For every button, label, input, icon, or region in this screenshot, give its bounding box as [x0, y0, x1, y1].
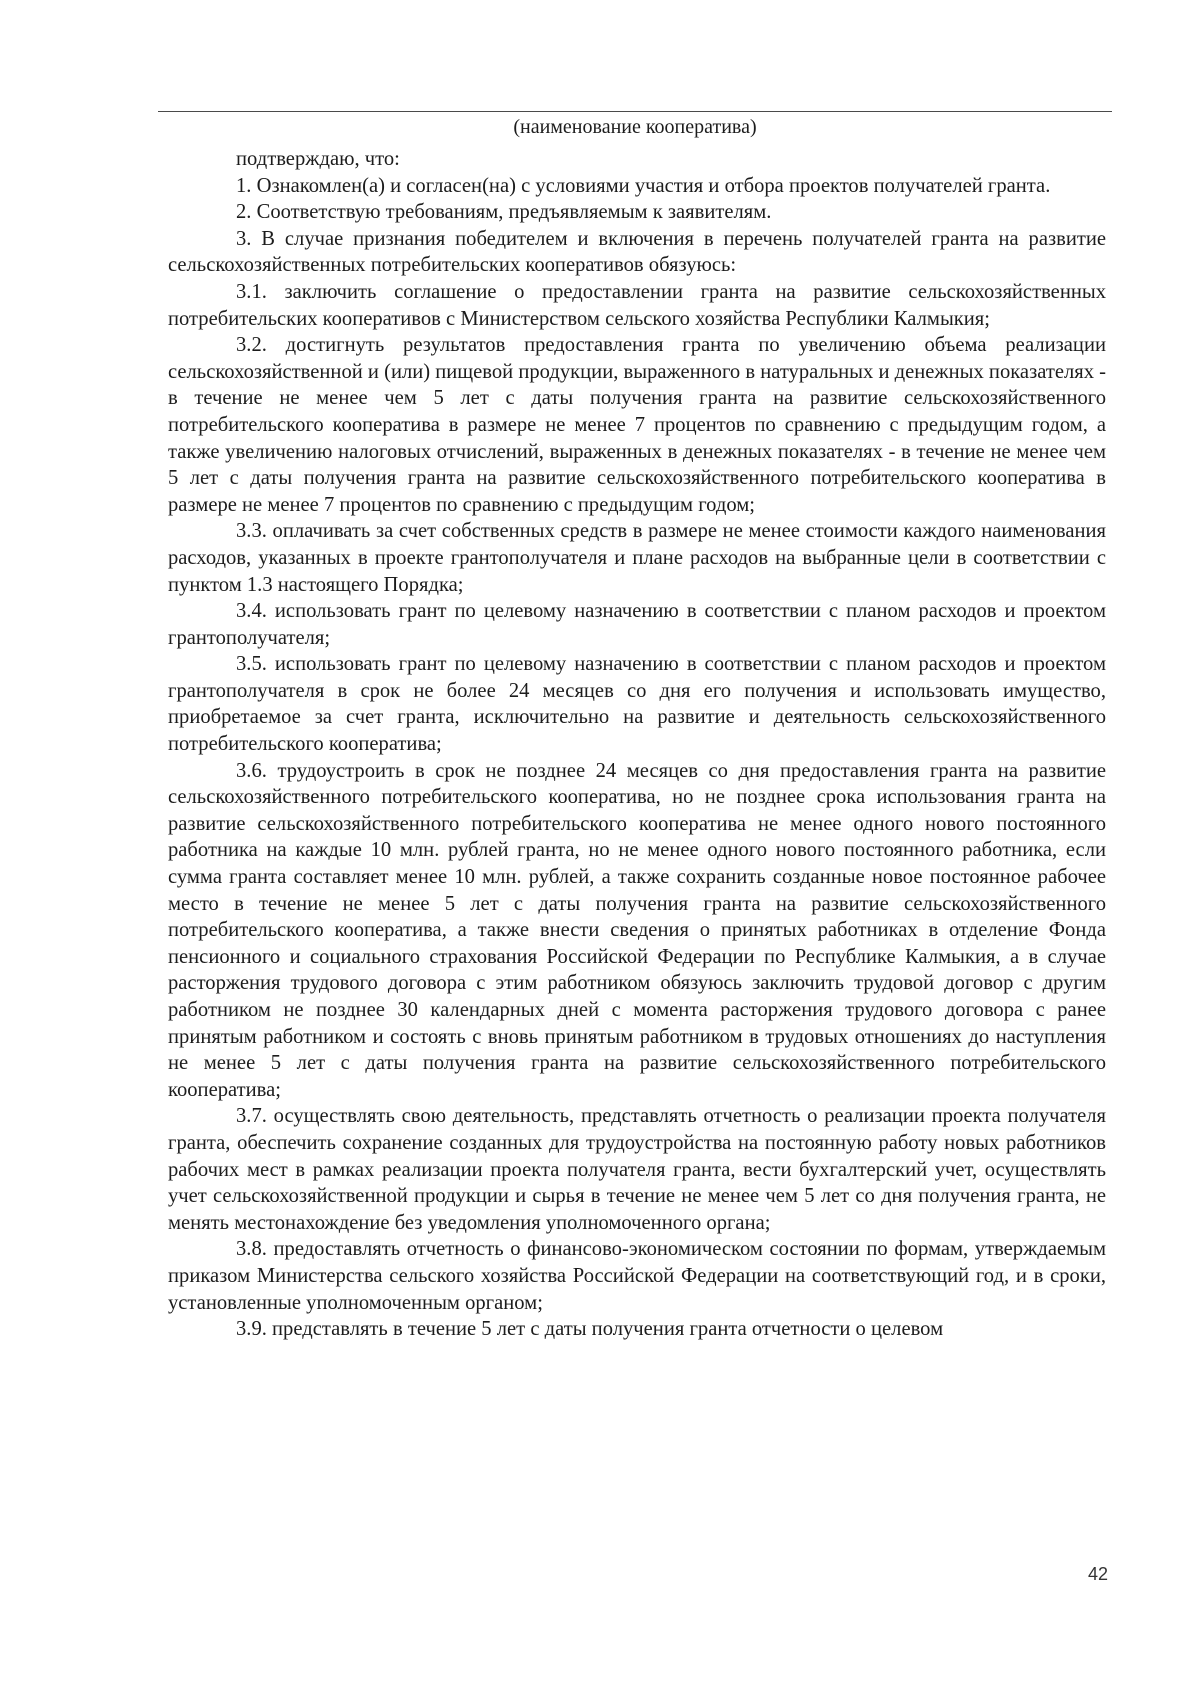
clause-1: 1. Ознакомлен(а) и согласен(на) с условиями участия и отбора проектов получателей гранта. [236, 174, 1051, 197]
clause-3-7: 3.7. осуществлять свою деятельность, представлять отчетность о реализации проекта получателя гранта, обеспечить сохранение созданных для трудоустройства на постоянную работу новых работников рабочих мест в рамках реализации проекта получателя гранта, вести бухгалтерский учет, осуществлять учет сельскохозяйственной продукции и сырья в течение не менее чем 5 лет со дня получения гранта, не менять местонахождение без уведомления уполномоченного органа; [168, 1105, 1106, 1234]
page-number: 42 [1087, 1564, 1108, 1584]
clause-3-5: 3.5. использовать грант по целевому назначению в соответствии с планом расходов и проектом грантополучателя в срок не более 24 месяцев со дня его получения и использовать имущество, приобретаемое за счет гранта, исключительно на развитие и деятельность сельскохозяйственного потребительского кооператива; [168, 653, 1106, 756]
clause-2: 2. Соответствую требованиям, предъявляемым к заявителям. [236, 201, 772, 224]
clause-3-8: 3.8. предоставлять отчетность о финансово-экономическом состоянии по формам, утверждаемым приказом Министерства сельского хозяйства Российской Федерации на соответствующий год, и в сроки, установленные уполномоченным органом; [168, 1238, 1106, 1314]
document-body [168, 146, 1106, 1343]
clause-3-6: 3.6. трудоустроить в срок не позднее 24 месяцев со дня предоставления гранта на развитие сельскохозяйственного потребительского кооператива, но не позднее срока использования гранта на развитие сельскохозяйственного потребительского кооператива не менее одного нового постоянного работника на каждые 10 млн. рублей гранта, но не менее одного нового постоянного работника, если сумма гранта составляет менее 10 млн. рублей, а также сохранить созданные новое постоянное рабочее место в течение не менее 5 лет с даты получения гранта на развитие сельскохозяйственного потребительского кооператива, а также внести сведения о принятых работниках в отделение Фонда пенсионного и социального страхования Российской Федерации по Республике Калмыкия, а в случае расторжения трудового договора с этим работником обязуюсь заключить трудовой договор с другим работником не позднее 30 календарных дней с момента расторжения трудового договора с ранее принятым работником и состоять с вновь принятым работником в трудовых отношениях до наступления не менее 5 лет с даты получения гранта на развитие сельскохозяйственного потребительского кооператива; [168, 759, 1106, 1101]
clause-3-9: 3.9. представлять в течение 5 лет с даты получения гранта отчетности о целевом [236, 1318, 944, 1341]
clause-3-3: 3.3. оплачивать за счет собственных средств в размере не менее стоимости каждого наименования расходов, указанных в проекте грантополучателя и плане расходов на выбранные цели в соответствии с пунктом 1.3 настоящего Порядка; [168, 520, 1106, 596]
clause-3-1: 3.1. заключить соглашение о предоставлении гранта на развитие сельскохозяйственных потребительских кооперативов с Министерством сельского хозяйства Республики Калмыкия; [168, 280, 1106, 330]
intro-paragraph: подтверждаю, что: [236, 148, 400, 170]
cooperative-name-line [158, 111, 1112, 112]
clause-3-2: 3.2. достигнуть результатов предоставления гранта по увеличению объема реализации сельскохозяйственной и (или) пищевой продукции, выраженного в натуральных и денежных показателях - в течение не менее чем 5 лет с даты получения гранта на развитие сельскохозяйственного потребительского кооператива в размере не менее 7 процентов по сравнению с предыдущим годом, а также увеличению налоговых отчислений, выраженных в денежных показателях - в течение не менее чем 5 лет с даты получения гранта на развитие сельскохозяйственного потребительского кооператива в размере не менее 7 процентов по сравнению с предыдущим годом; [168, 334, 1107, 516]
cooperative-name-caption: (наименование кооператива) [513, 116, 757, 138]
clause-3-4: 3.4. использовать грант по целевому назначению в соответствии с планом расходов и проектом грантополучателя; [168, 600, 1106, 649]
clause-3: 3. В случае признания победителем и включения в перечень получателей гранта на развитие сельскохозяйственных потребительских кооперативов обязуюсь: [168, 227, 1106, 277]
